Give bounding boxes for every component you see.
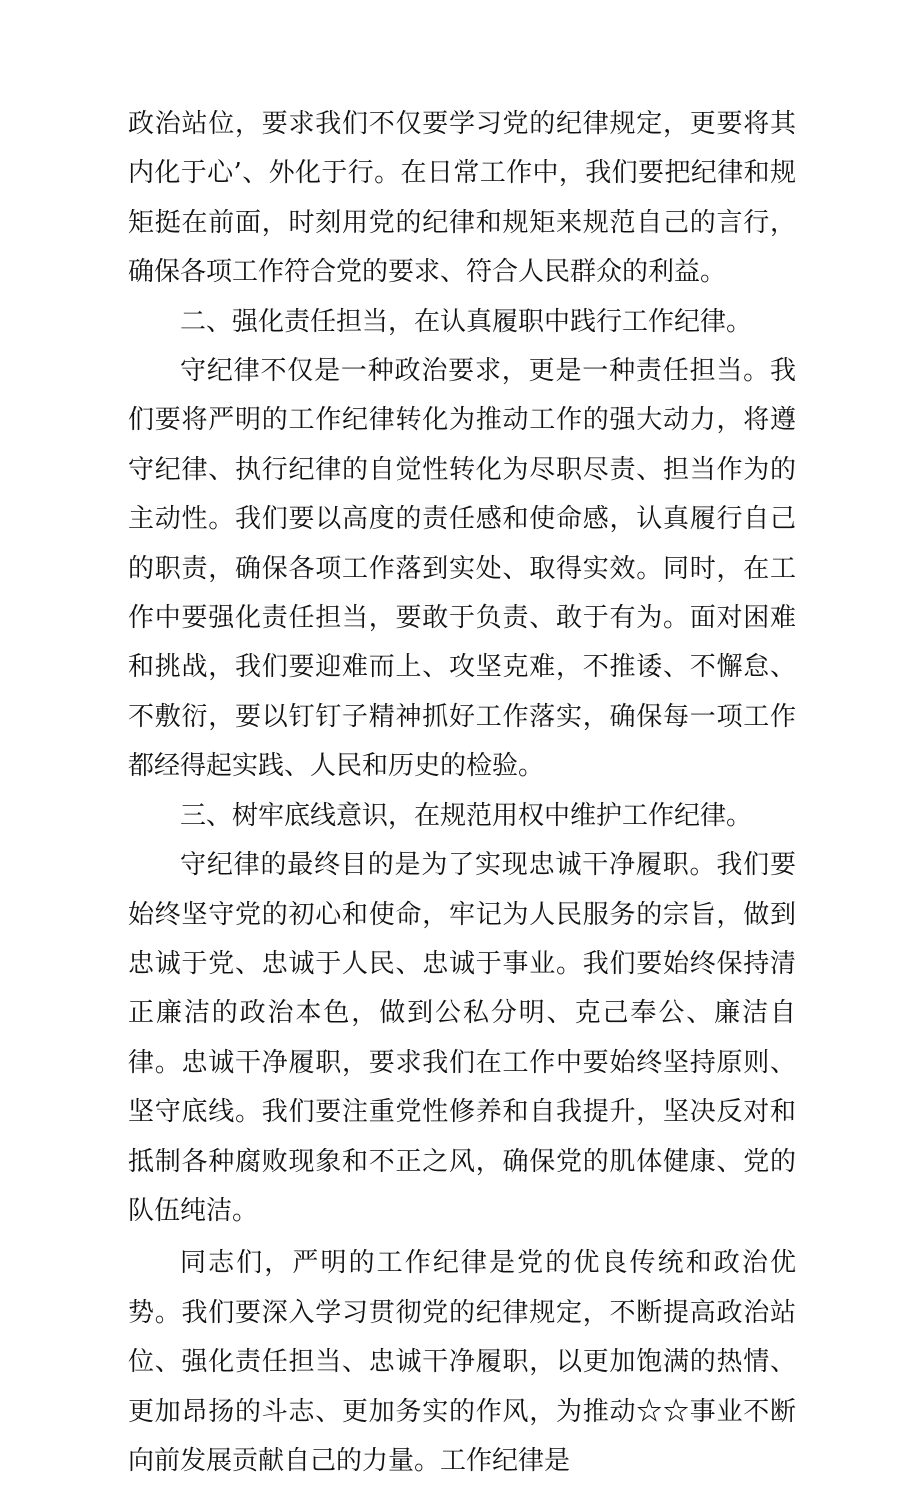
document-body — [128, 100, 796, 1486]
paragraph-continuation: 政治站位，要求我们不仅要学习党的纪律规定，更要将其内化于心’、外化于行。在日常工作中，我们要把纪律和规矩挺在前面，时刻用党的纪律和规矩来规范自己的言行，确保各项工作符合党的要求、符合人民群众的利益。 — [128, 109, 796, 288]
section-heading-2: 二、强化责任担当，在认真履职中践行工作纪律。 — [180, 306, 753, 337]
paragraph-section-3: 守纪律的最终目的是为了实现忠诚干净履职。我们要始终坚守党的初心和使命，牢记为人民服务的宗旨，做到忠诚于党、忠诚于人民、忠诚于事业。我们要始终保持清正廉洁的政治本色，做到公私分明、克己奉公、廉洁自律。忠诚干净履职，要求我们在工作中要始终坚持原则、坚守底线。我们要注重党性修养和自我提升，坚决反对和抵制各种腐败现象和不正之风，确保党的肌体健康、党的队伍纯洁。 — [128, 850, 796, 1226]
paragraph-section-2: 守纪律不仅是一种政治要求，更是一种责任担当。我们要将严明的工作纪律转化为推动工作的强大动力，将遵守纪律、执行纪律的自觉性转化为尽职尽责、担当作为的主动性。我们要以高度的责任感和使命感，认真履行自己的职责，确保各项工作落到实处、取得实效。同时，在工作中要强化责任担当，要敢于负责、敢于有为。面对困难和挑战，我们要迎难而上、攻坚克难，不推诿、不懈怠、不敷衍，要以钉钉子精神抓好工作落实，确保每一项工作都经得起实践、人民和历史的检验。 — [128, 356, 796, 782]
section-heading-3: 三、树牢底线意识，在规范用权中维护工作纪律。 — [180, 800, 753, 831]
paragraph-conclusion: 同志们，严明的工作纪律是党的优良传统和政治优势。我们要深入学习贯彻党的纪律规定，不断提高政治站位、强化责任担当、忠诚干净履职，以更加饱满的热情、更加昂扬的斗志、更加务实的作风，为推动☆☆事业不断向前发展贡献自己的力量。工作纪律是 — [128, 1248, 796, 1476]
